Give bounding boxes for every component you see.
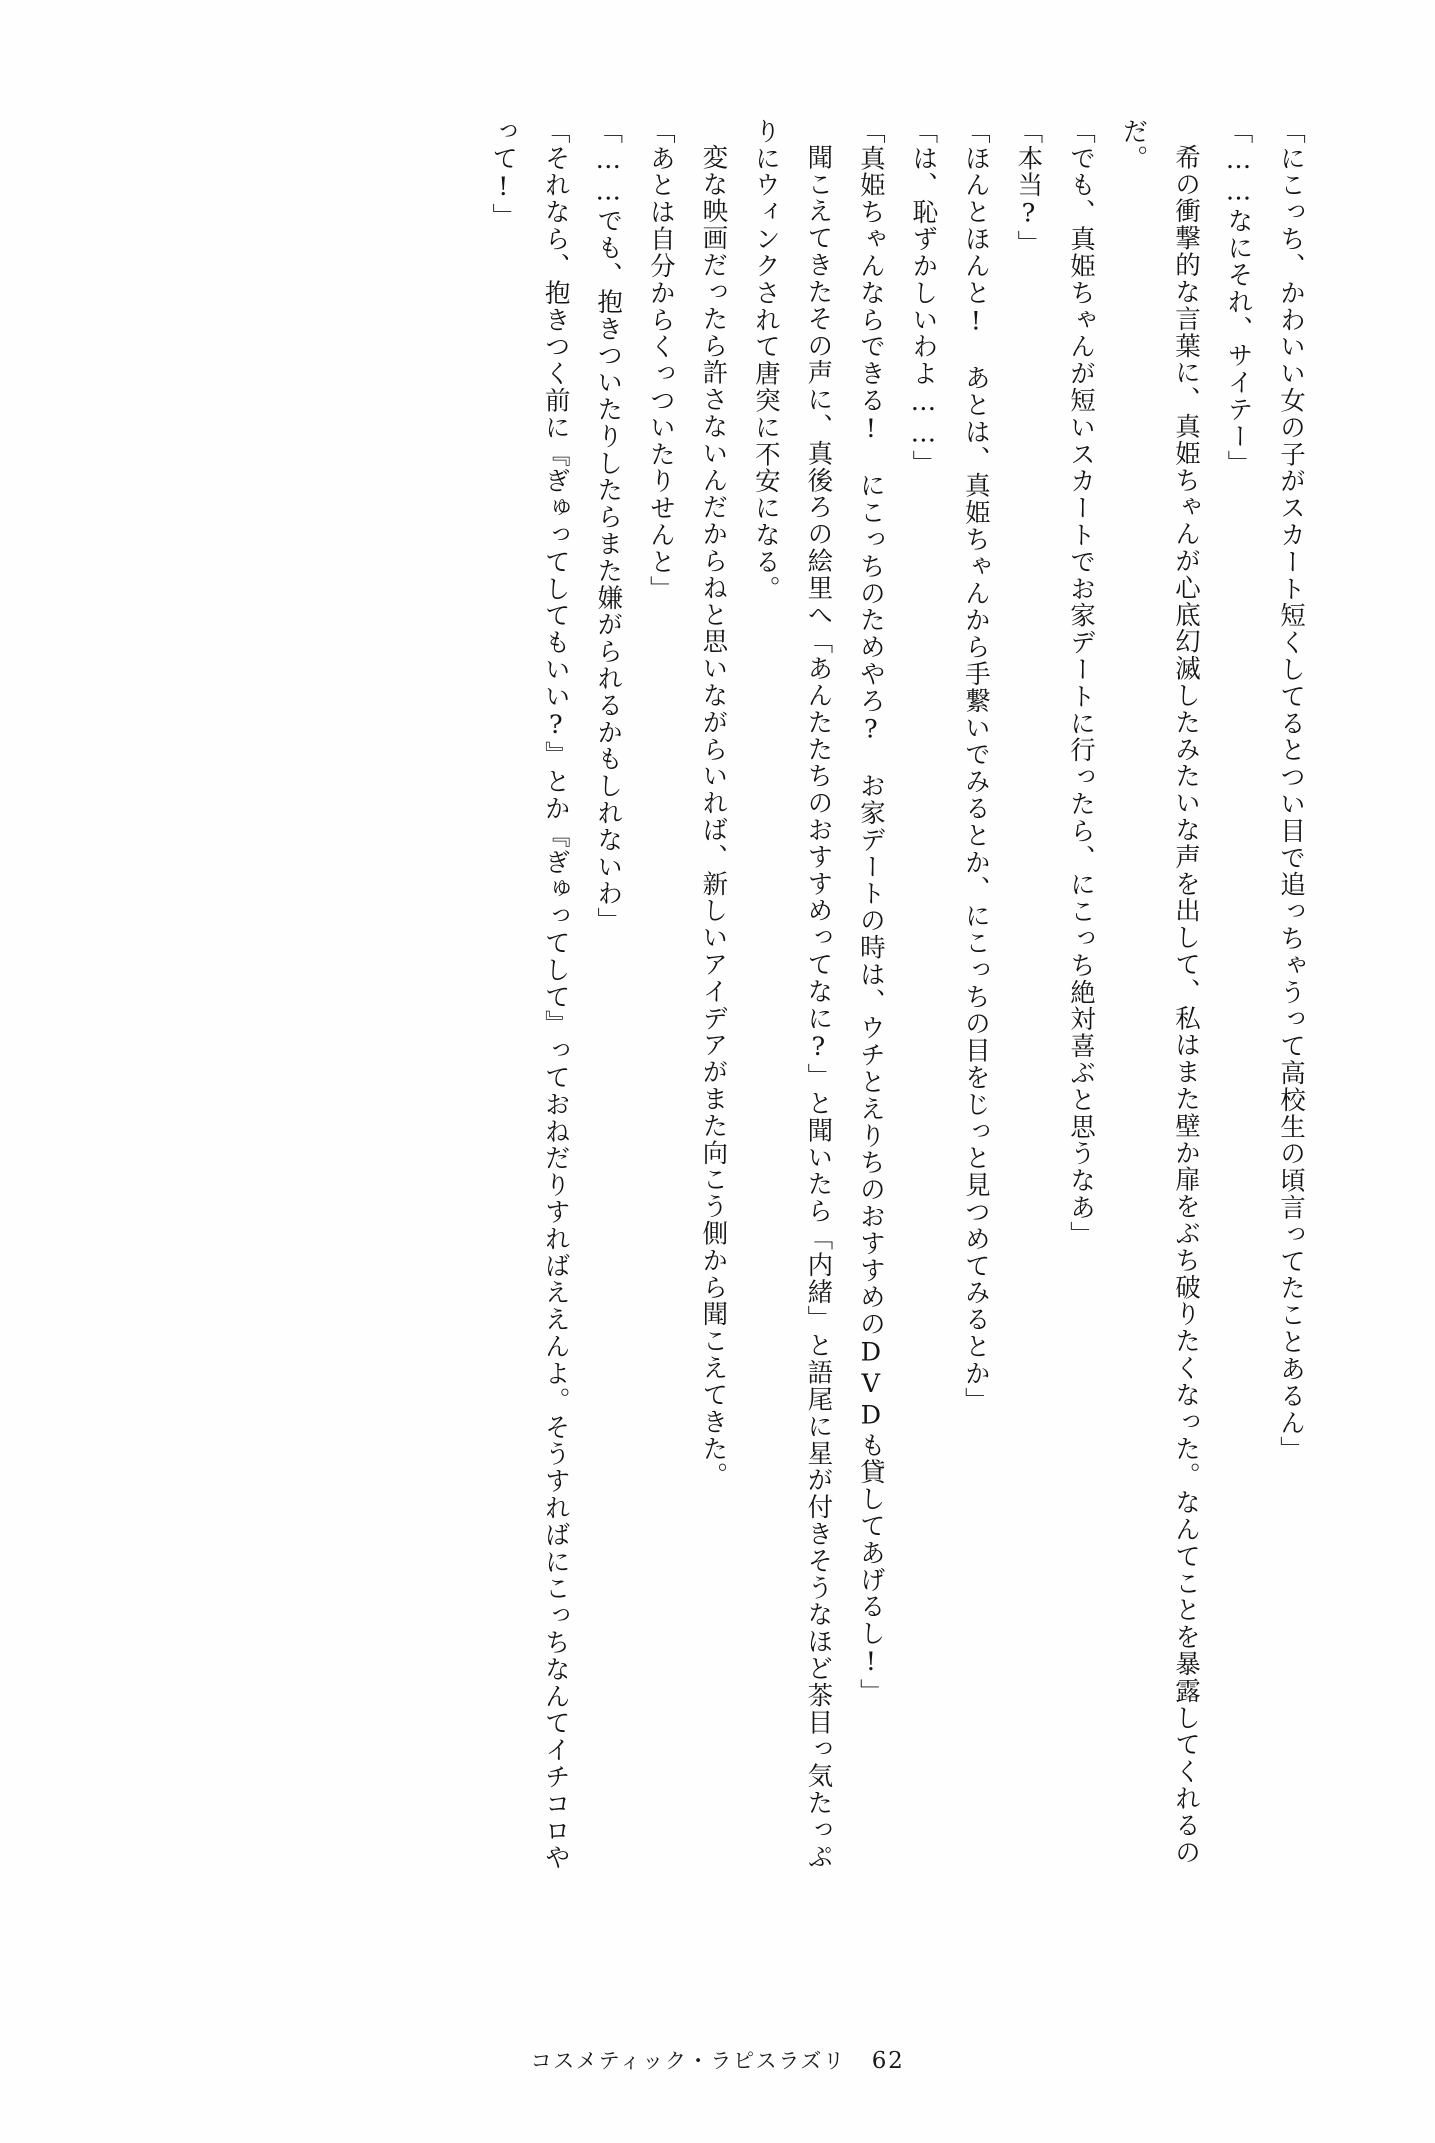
novel-body-text (107, 118, 1317, 1878)
body-paragraph: 変な映画だったら許さないんだからねと思いながらいれば、新しいアイデアがまた向こう側から聞こえてきた。 (698, 143, 729, 1489)
body-paragraph: 「は、恥ずかしいわよ……」 (908, 118, 939, 477)
body-paragraph: 聞こえてきたその声に、真後ろの絵里へ「あんたたちのおすすめってなに?」と聞いたら「内緒」と語尾に星が付きそうなほど茶目っ気たっぷりにウィンクされて唐突に不安になる。 (750, 118, 834, 1870)
body-paragraph: 「ほんとほんと! あとは、真姫ちゃんから手繋いでみるとか、にこっちの目をじっと見つめてみるとか」 (960, 118, 991, 1414)
body-paragraph: 希の衝撃的な言葉に、真姫ちゃんが心底幻滅したみたいな声を出して、私はまた壁か扉をぶち破りたくなった。なんてことを暴露してくれるのだ。 (1118, 118, 1201, 1866)
page-footer (0, 2045, 1435, 2075)
body-paragraph: 「……でも、抱きついたりしたらまた嫌がられるかもしれないわ」 (593, 118, 624, 935)
body-paragraph: 「それなら、抱きつく前に『ぎゅってしてもいい?』とか『ぎゅってして』っておねだりすればええんよ。そうすればにこっちなんてイチコロやって!」 (488, 118, 571, 1872)
body-paragraph: 「真姫ちゃんならできる! にこっちのためやろ? お家デートの時は、ウチとえりちのおすすめのDVDも貸してあげるし!」 (855, 118, 886, 1706)
footer-book-title: コスメティック・ラピスラズリ (530, 2049, 846, 2073)
body-paragraph: 「にこっち、かわいい女の子がスカート短くしてるとつい目で追っちゃうって高校生の頃言ってたことあるん」 (1276, 118, 1306, 1464)
body-paragraph: 「本当?」 (1013, 118, 1044, 258)
body-paragraph: 「あとは自分からくっついたりせんと」 (645, 118, 676, 603)
footer-page-number: 62 (871, 2048, 905, 2074)
body-paragraph: 「でも、真姫ちゃんが短いスカートでお家デートに行ったら、にこっち絶対喜ぶと思うなあ」 (1065, 118, 1096, 1248)
body-paragraph: 「……なにそれ、サイテー」 (1223, 118, 1254, 477)
